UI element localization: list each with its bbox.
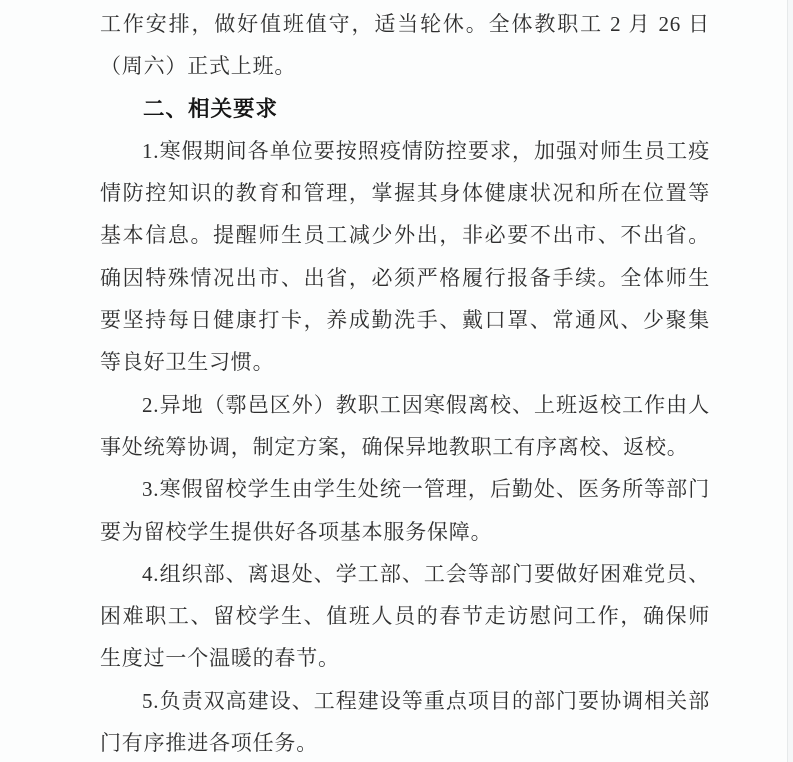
- section-heading: 二、相关要求: [143, 96, 279, 121]
- paragraph-item-2: 2.异地（鄠邑区外）教职工因寒假离校、上班返校工作由人事处统筹协调，制定方案，确保异地教职工有序离校、返校。: [100, 392, 710, 459]
- paragraph-item-4: 4.组织部、离退处、学工部、工会等部门要做好困难党员、困难职工、留校学生、值班人员的春节走访慰问工作，确保师生度过一个温暖的春节。: [100, 561, 710, 671]
- page-right-gutter: [788, 0, 793, 762]
- paragraph-item-5: 5.负责双高建设、工程建设等重点项目的部门要协调相关部门有序推进各项任务。: [100, 688, 710, 756]
- paragraph-item-1: 1.寒假期间各单位要按照疫情防控要求，加强对师生员工疫情防控知识的教育和管理，掌握其身体健康状况和所在位置等基本信息。提醒师生员工减少外出，非必要不出市、不出省。确因特殊情况出市、出省，必须严格履行报备手续。全体师生要坚持每日健康打卡，养成勤洗手、戴口罩、常通风、少聚集等良好卫生习惯。: [100, 138, 710, 375]
- paragraph-continuation: 工作安排，做好值班值守，适当轮休。全体教职工 2 月 26 日（周六）正式上班。: [100, 12, 710, 79]
- paragraph-item-3: 3.寒假留校学生由学生处统一管理，后勤处、医务所等部门要为留校学生提供好各项基本服务保障。: [100, 477, 710, 544]
